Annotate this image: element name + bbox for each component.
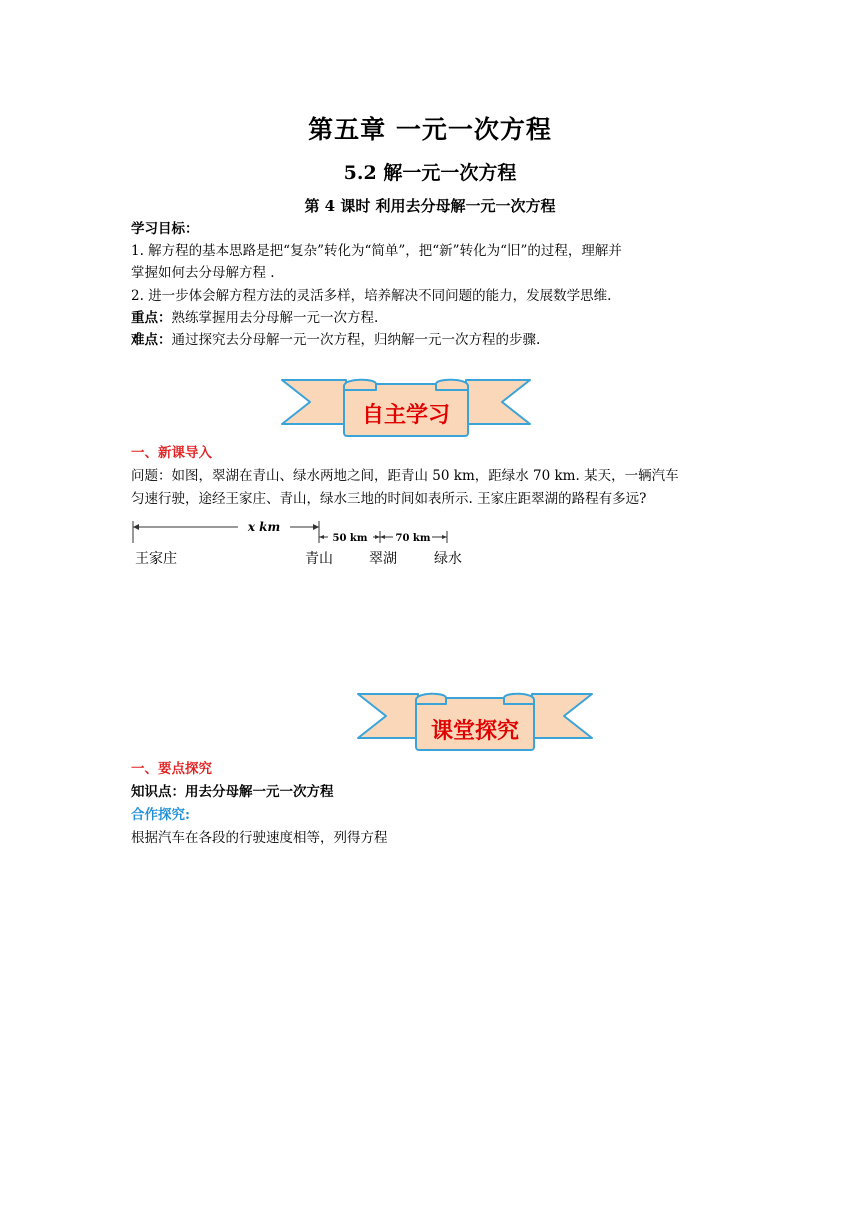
section-new-lesson-heading: 一、新课导入 <box>131 445 212 461</box>
objective-2: 2. 进一步体会解方程方法的灵活多样，培养解决不同问题的能力，发展数学思维. <box>131 288 612 304</box>
section-key-explore-heading: 一、要点探究 <box>131 761 212 777</box>
objectives-heading: 学习目标： <box>131 221 199 237</box>
segment-70-label: 70 km <box>395 533 431 544</box>
place-lvshui: 绿水 <box>434 551 462 567</box>
difficult-point-label: 难点： <box>131 332 172 348</box>
banner-class-explore-label: 课堂探究 <box>430 719 519 744</box>
banner-class-explore <box>356 690 594 754</box>
banner-self-study <box>280 376 532 440</box>
place-cuihu: 翠湖 <box>369 551 397 567</box>
place-qingshan: 青山 <box>305 551 333 567</box>
key-point-text: 熟练掌握用去分母解一元一次方程. <box>171 310 379 326</box>
cooperate-text: 根据汽车在各段的行驶速度相等，列得方程 <box>131 830 388 846</box>
problem-line-1: 问题：如图，翠湖在青山、绿水两地之间，距青山 50 km，距绿水 70 km. 某天，一辆汽车 <box>131 468 679 484</box>
section-title: 5.2 解一元一次方程 <box>343 162 517 184</box>
lesson-title: 第 4 课时 利用去分母解一元一次方程 <box>304 197 556 215</box>
difficult-point-text: 通过探究去分母解一元一次方程，归纳解一元一次方程的步骤. <box>171 332 541 348</box>
banner-self-study-label: 自主学习 <box>361 403 450 428</box>
distance-diagram <box>128 515 474 575</box>
key-point <box>131 307 741 329</box>
x-distance-label: x km <box>247 520 281 534</box>
cooperate-explore-heading: 合作探究: <box>131 807 190 823</box>
difficult-point <box>131 329 741 351</box>
objective-1-line-2: 掌握如何去分母解方程 . <box>131 265 275 281</box>
key-point-label: 重点： <box>131 310 172 326</box>
chapter-title: 第五章 一元一次方程 <box>308 115 552 144</box>
segment-50-label: 50 km <box>332 533 368 544</box>
objective-1-line-1: 1. 解方程的基本思路是把“复杂”转化为“简单”，把“新”转化为“旧”的过程，理解并 <box>131 243 622 259</box>
place-wangjiazhuang: 王家庄 <box>135 551 177 567</box>
knowledge-point: 知识点：用去分母解一元一次方程 <box>131 784 334 800</box>
problem-line-2: 匀速行驶，途经王家庄、青山，绿水三地的时间如表所示. 王家庄距翠湖的路程有多远? <box>131 491 647 507</box>
